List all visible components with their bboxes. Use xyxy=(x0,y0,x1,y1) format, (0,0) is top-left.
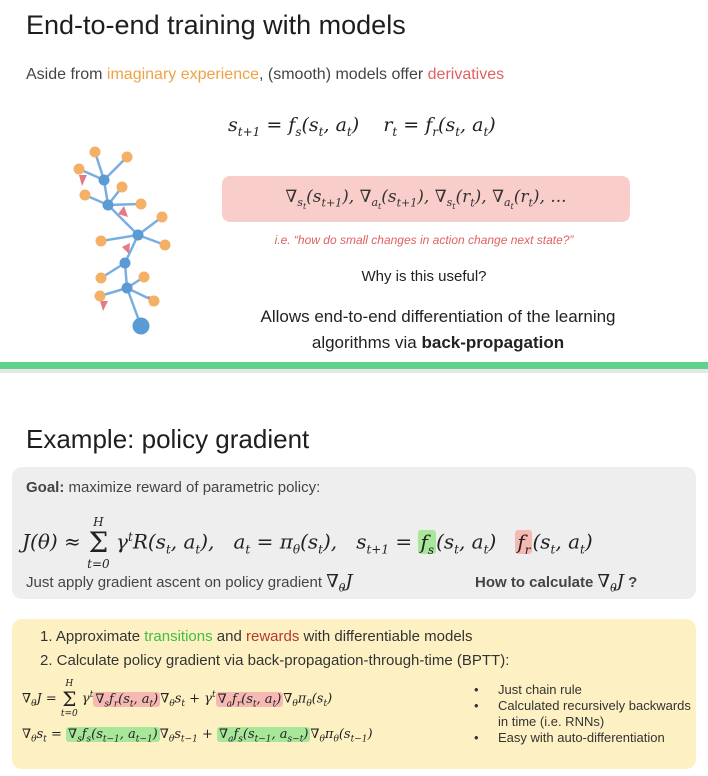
steps-box xyxy=(12,619,696,769)
how-to-calculate-text: How to calculate $\nabla_\theta J$ ? xyxy=(475,571,638,595)
step1-text xyxy=(40,628,473,645)
bptt-equation-2: $\nabla_\theta s_t = \nabla_sf_s(s_{t-1}$, $a_{t-1}$) $\nabla_\theta s_{t-1} + \nabla_af_s(s_{t-1}$, $a_{s-t}$) $\nabla_\theta\pi_\theta(s_{t-1})$ xyxy=(22,727,373,745)
goal-label: Goal: xyxy=(26,479,65,496)
derivatives-formula: $\nabla_{s_t}(s_{t+1})$, $\nabla_{a_t}(s_{t+1})$, $\nabla_{s_t}(r_t)$, $\nabla_{a_t}(r_t)$, ... xyxy=(285,186,567,212)
step2-text: 2. Calculate policy gradient via back-propagation-through-time (BPTT): xyxy=(40,652,510,669)
subtitle-derivatives: derivatives xyxy=(427,66,505,83)
subtitle-text-mid: , (smooth) models offer xyxy=(259,66,428,83)
goal-box xyxy=(12,467,696,599)
derivatives-box xyxy=(222,176,630,222)
answer-line2 xyxy=(0,330,708,356)
answer-line2-text: algorithms via xyxy=(311,333,422,352)
slide1-title: End-to-end training with models xyxy=(26,10,406,40)
step1-rewards: rewards xyxy=(245,628,300,645)
answer-line1: Allows end-to-end differentiation of the learning xyxy=(260,307,616,326)
subtitle-imaginary-experience: imaginary experience xyxy=(106,66,259,83)
objective-equation: J(θ) ≈ H Σ t=0 $\gamma^tR(s_t$, $a_t$), $a_t = \pi_\theta(s_t)$, $s_{t+1} = f_s$ ($s_t$, $a_t$) $f_r$ ($s_t$, $a_t$) xyxy=(22,515,593,571)
model-equation: $s_{t+1} = f_s(s_t$, $a_t$) $r_t = f_r(s_t$, $a_t$) xyxy=(228,114,496,139)
step1-before: 1. Approximate xyxy=(40,628,145,645)
subtitle-text: Aside from xyxy=(26,66,107,83)
step1-after: with differentiable models xyxy=(299,628,473,645)
gradient-ascent-text: Just apply gradient ascent on policy gradient $\nabla_\theta J$ xyxy=(26,571,353,595)
slide-divider-green xyxy=(0,362,708,369)
answer-text xyxy=(0,304,708,356)
list-item: • Easy with auto-differentiation xyxy=(472,730,692,746)
goal-text xyxy=(26,479,320,496)
step1-transitions: transitions xyxy=(144,628,213,645)
list-item: • Just chain rule xyxy=(472,682,692,698)
slide2-title: Example: policy gradient xyxy=(26,424,310,454)
slide1-subtitle xyxy=(26,66,504,84)
slide-divider-gray xyxy=(0,369,708,373)
step1-mid: and xyxy=(212,628,246,645)
derivatives-note: i.e. “how do small changes in action change next state?” xyxy=(274,233,574,247)
answer-back-propagation: back-propagation xyxy=(421,333,565,352)
bptt-equation-1: $\nabla_\theta J$ = H Σ t=0 $\gamma^t$ $\nabla_sf_r(s_t$, $a_t$) $\nabla_\theta s_t + \gamma^t$ $\nabla_af_r(s_t$, $a_t$) $\nabla_\theta\pi_\theta(s_t)$ xyxy=(22,679,333,719)
bptt-notes-list xyxy=(472,682,692,746)
question-text: Why is this useful? xyxy=(361,268,487,285)
goal-description: maximize reward of parametric policy: xyxy=(64,479,321,496)
list-item: • Calculated recursively backwards in time (i.e. RNNs) xyxy=(472,698,692,730)
